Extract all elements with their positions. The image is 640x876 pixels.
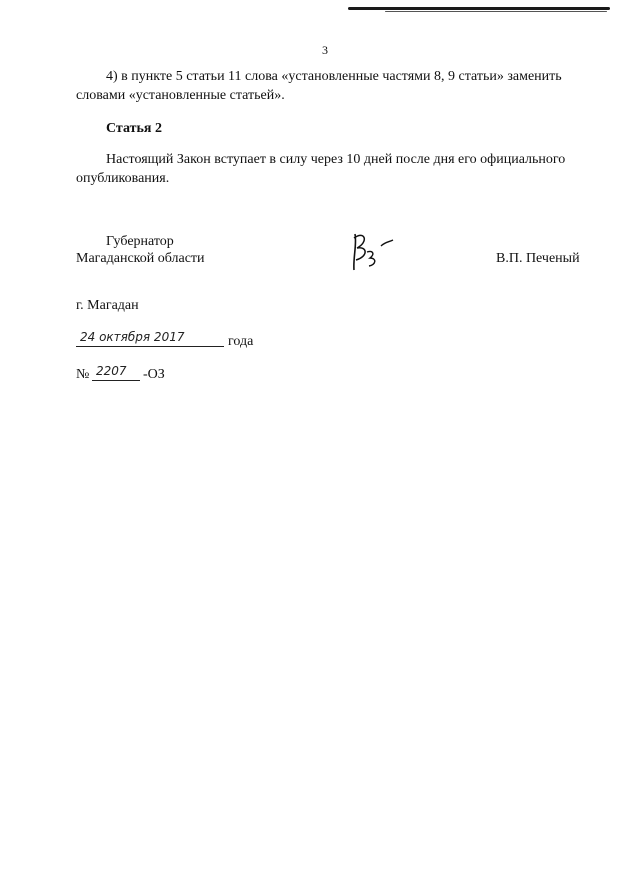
scan-artifact-line	[348, 7, 610, 10]
scan-artifact-line-thin	[385, 11, 607, 12]
governor-title: Губернатор	[106, 234, 174, 249]
place: г. Магадан	[76, 298, 139, 313]
date-underline	[76, 346, 224, 347]
page-number: 3	[322, 43, 328, 57]
article2-line2: опубликования.	[76, 171, 170, 186]
item4-line2: словами «установленные статьей».	[76, 88, 285, 103]
date-suffix: года	[228, 334, 254, 349]
signature-image	[345, 228, 405, 278]
article2-heading: Статья 2	[106, 121, 162, 136]
handwritten-date: 24 октября 2017	[80, 330, 185, 344]
law-number-suffix: -ОЗ	[143, 367, 165, 382]
article2-line1: Настоящий Закон вступает в силу через 10 дней после дня его официального	[106, 152, 566, 167]
handwritten-law-number: 2207	[96, 364, 127, 378]
governor-region: Магаданской области	[76, 251, 205, 266]
law-number-underline	[92, 380, 140, 381]
item4-line1: 4) в пункте 5 статьи 11 слова «установленные частями 8, 9 статьи» заменить	[106, 69, 562, 84]
law-number-sign: №	[76, 367, 90, 382]
governor-name: В.П. Печеный	[496, 251, 580, 266]
